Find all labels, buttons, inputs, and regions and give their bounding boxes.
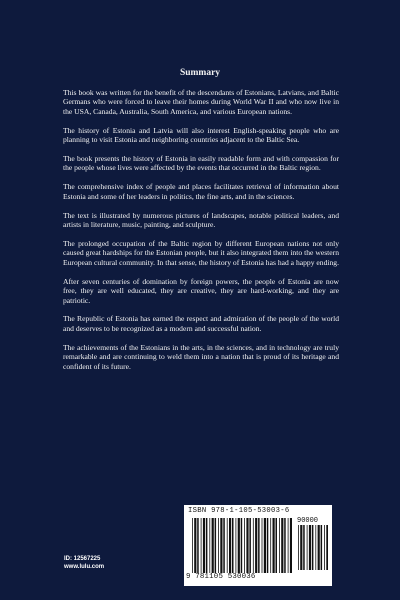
summary-paragraph: The text is illustrated by numerous pictures of landscapes, notable political leaders, and artists in literature, music, painting, and sculpture.	[63, 210, 339, 230]
barcode-bar	[267, 518, 269, 573]
barcode-bar	[318, 525, 320, 570]
barcode-bar	[218, 518, 219, 573]
barcode-bar	[232, 518, 234, 573]
barcode-bar	[284, 518, 286, 573]
barcode-bar	[309, 525, 311, 570]
barcode-bar	[264, 518, 266, 573]
barcode-bar	[241, 518, 243, 573]
barcode-bar	[215, 518, 217, 573]
barcode-bar	[290, 518, 292, 573]
barcode-bar	[288, 518, 289, 573]
summary-paragraph: The book presents the history of Estonia in easily readable form and with compassion for the people whose lives were affected by the events that occurred in the Baltic region.	[63, 154, 339, 173]
barcode-bar	[236, 518, 237, 573]
barcode-bar	[244, 518, 245, 573]
summary-body	[63, 88, 339, 380]
barcode-bar	[321, 525, 323, 570]
barcode-bar	[203, 518, 205, 573]
barcode-bar	[298, 525, 299, 570]
barcode-bar	[220, 518, 222, 573]
barcode-bar	[255, 518, 257, 573]
barcode-bar	[324, 525, 325, 570]
summary-paragraph: This book was written for the benefit of the descendants of Estonians, Latvians, and Baltic Germans who were forced to leave their homes during World War II and who now live in the USA, Canada, Australia, South America, and various European nations.	[63, 88, 339, 116]
barcode-bar	[209, 518, 210, 573]
barcode-bar	[273, 518, 275, 573]
printer-info	[64, 555, 104, 571]
barcode-bar	[307, 525, 308, 570]
barcode-bar	[262, 518, 263, 573]
barcode-bar	[223, 518, 225, 573]
barcode-bar	[229, 518, 231, 573]
barcode-bar	[276, 518, 278, 573]
summary-title: Summary	[179, 68, 221, 78]
barcode-bar	[303, 525, 305, 570]
barcode-bar	[315, 525, 316, 570]
printer-url: www.lulu.com	[64, 564, 105, 570]
barcode-bar	[201, 518, 202, 573]
ean-barcode-bars	[192, 518, 292, 573]
barcode-bar	[212, 518, 214, 573]
barcode-bar	[300, 525, 302, 570]
summary-paragraph: The prolonged occupation of the Baltic region by different European nations not only caused great hardships for the Estonian people, but it also integrated them into the western European cultural community. In that sense, the history of Estonia has had a happy ending.	[63, 238, 339, 267]
printer-id: ID: 12567225	[64, 556, 101, 562]
isbn-barcode	[184, 505, 332, 586]
barcode-bar	[281, 518, 283, 573]
barcode-bar	[194, 518, 196, 573]
ean-number: 9 781105 530036	[186, 573, 256, 581]
barcode-bar	[227, 518, 228, 573]
barcode-bar	[197, 518, 199, 573]
summary-paragraph: The Republic of Estonia has earned the respect and admiration of the people of the world and deserves to be recognized as a modern and successful nation.	[63, 314, 339, 333]
barcode-bar	[238, 518, 240, 573]
barcode-bar	[258, 518, 260, 573]
barcode-bar	[270, 518, 271, 573]
summary-paragraph: The comprehensive index of people and places facilitates retrieval of information about Estonia and some of her leaders in politics, the fine arts, and in the sciences.	[63, 182, 339, 201]
barcode-bar	[246, 518, 248, 573]
barcode-bar	[206, 518, 208, 573]
barcode-bar	[326, 525, 328, 570]
summary-paragraph: The history of Estonia and Latvia will also interest English-speaking people who are planning to visit Estonia and neighboring countries adjacent to the Baltic Sea.	[63, 125, 339, 145]
barcode-bar	[253, 518, 254, 573]
summary-paragraph: The achievements of the Estonians in the arts, in the sciences, and in technology are truly remarkable and are continuing to weld them into a nation that is proud of its heritage and confident of its future.	[63, 342, 339, 371]
barcode-bar	[192, 518, 193, 573]
addon-barcode-bars	[298, 525, 328, 570]
barcode-bar	[312, 525, 314, 570]
isbn-label: ISBN 978-1-105-53003-6	[188, 507, 290, 515]
barcode-bar	[249, 518, 251, 573]
price-addon-label: 90000	[297, 517, 319, 525]
summary-paragraph: After seven centuries of domination by foreign powers, the people of Estonia are now free, they are well educated, they are creative, they are hard-working, and they are patriotic.	[63, 276, 339, 305]
barcode-bar	[279, 518, 280, 573]
